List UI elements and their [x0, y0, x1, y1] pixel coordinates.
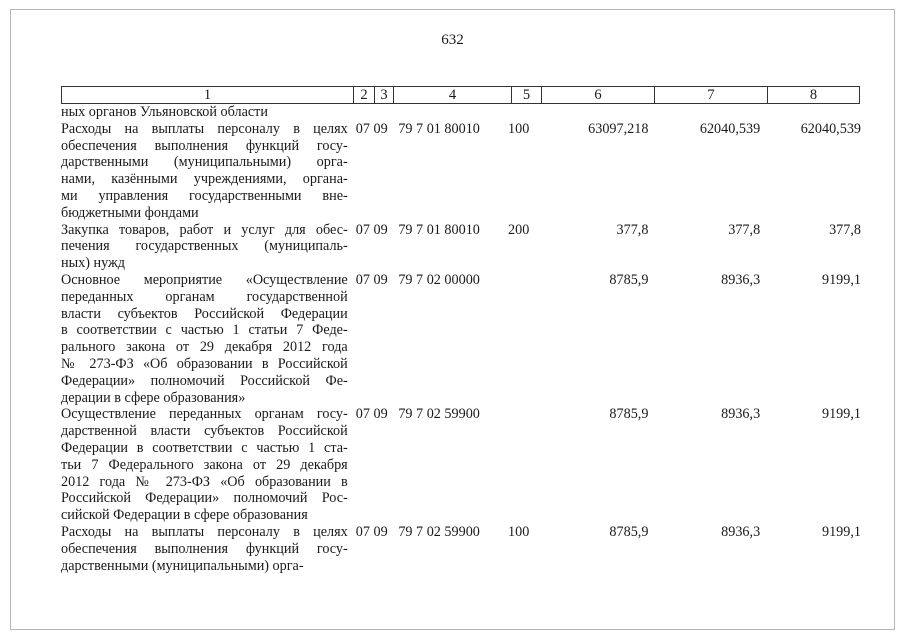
target-article-code [391, 104, 508, 121]
section-code: 07 [355, 523, 370, 540]
table-row [61, 524, 861, 574]
table-row [61, 121, 861, 222]
section-code: 07 [355, 271, 370, 288]
target-article-code: 79 7 02 59900 [398, 523, 480, 540]
column-header-4: 4 [394, 87, 512, 103]
amount-col-7: 8936,3 [721, 406, 761, 423]
description-line: Российской Федерации» полномочий Рос- [61, 490, 348, 507]
section-code: 07 [355, 120, 370, 137]
table-body [61, 104, 861, 574]
description-line: власти субъектов Российской Федерации [61, 305, 348, 322]
description-line: ных) нужд [61, 255, 126, 272]
column-header-7: 7 [655, 87, 768, 103]
description-line: сийской Федерации в сфере образования [61, 507, 308, 524]
description-line: Основное мероприятие «Осуществление [61, 271, 348, 288]
description-line: обеспечения выполнения функций госу- [61, 540, 348, 557]
subsection-code: 09 [373, 221, 388, 238]
amount-col-6: 63097,218 [588, 120, 649, 137]
description-line: № 273-ФЗ «Об образовании в Российской [61, 355, 348, 372]
expense-type-code [508, 104, 544, 121]
amount-col-6: 8785,9 [609, 406, 649, 423]
description-line: Закупка товаров, работ и услуг для обес- [61, 221, 348, 238]
row-description [61, 406, 348, 524]
expense-type-code: 100 [508, 523, 530, 540]
subsection-code: 09 [373, 271, 388, 288]
description-line: тьи 7 Федерального закона от 29 декабря [61, 456, 348, 473]
description-line: дарственной власти субъектов Российской [61, 423, 348, 440]
description-line: нами, казёнными учреждениями, органа- [61, 171, 348, 188]
expense-type-code: 100 [508, 120, 530, 137]
subsection-code: 09 [373, 523, 388, 540]
amount-col-7: 62040,539 [699, 120, 761, 137]
description-line: дерации в сфере образования» [61, 389, 246, 406]
amount-col-7: 377,8 [728, 221, 761, 238]
subsection-code: 09 [373, 406, 388, 423]
column-header-6: 6 [542, 87, 655, 103]
amount-col-8: 9199,1 [821, 406, 861, 423]
amount-col-7: 8936,3 [721, 271, 761, 288]
expense-type-code: 200 [508, 221, 530, 238]
amount-col-8: 377,8 [829, 221, 861, 238]
table-row [61, 406, 861, 524]
row-description [61, 222, 348, 272]
column-header-2: 2 [354, 87, 375, 103]
section-code: 07 [355, 221, 370, 238]
amount-col-6 [544, 104, 649, 121]
amount-col-8: 62040,539 [800, 120, 861, 137]
amount-col-8: 9199,1 [821, 271, 861, 288]
table-header-row [61, 86, 860, 104]
description-line: Федерации» полномочий Российской Фе- [61, 372, 348, 389]
description-line: обеспечения выполнения функций госу- [61, 137, 348, 154]
description-line: дарственными (муниципальными) орга- [61, 557, 304, 574]
description-line: Осуществление переданных органам госу- [61, 406, 348, 423]
section-code [348, 104, 374, 121]
amount-col-6: 8785,9 [609, 271, 649, 288]
description-line: в соответствии с частью 1 статьи 7 Феде- [61, 322, 348, 339]
target-article-code: 79 7 01 80010 [398, 221, 480, 238]
amount-col-7: 8936,3 [721, 523, 761, 540]
target-article-code: 79 7 02 59900 [398, 406, 480, 423]
description-line: ных органов Ульяновской области [61, 104, 268, 120]
row-description [61, 524, 348, 574]
column-header-1: 1 [62, 87, 354, 103]
row-description [61, 272, 348, 406]
table-row [61, 104, 861, 121]
description-line: Федерации в соответствии с частью 1 ста- [61, 439, 348, 456]
section-code: 07 [355, 406, 370, 423]
row-description [61, 121, 348, 222]
document-page [10, 9, 895, 630]
subsection-code: 09 [373, 120, 388, 137]
amount-col-7 [648, 104, 760, 121]
row-description [61, 104, 348, 121]
description-line: переданных органам государственной [61, 288, 348, 305]
table-row [61, 222, 861, 272]
description-line: ми управления государственными вне- [61, 187, 348, 204]
description-line: 2012 года № 273-ФЗ «Об образовании в [61, 473, 348, 490]
subsection-code [374, 104, 392, 121]
page-number: 632 [441, 32, 464, 48]
description-line: печения государственных (муниципаль- [61, 238, 348, 255]
column-header-8: 8 [809, 87, 818, 103]
amount-col-6: 377,8 [616, 221, 649, 238]
target-article-code: 79 7 02 00000 [398, 271, 480, 288]
column-header-5: 5 [512, 87, 542, 103]
description-line: рального закона от 29 декабря 2012 года [61, 339, 348, 356]
table-row [61, 272, 861, 406]
description-line: Расходы на выплаты персоналу в целях [61, 523, 348, 540]
description-line: бюджетными фондами [61, 204, 199, 221]
expense-type-code [508, 272, 544, 406]
amount-col-8: 9199,1 [821, 523, 861, 540]
target-article-code: 79 7 01 80010 [398, 120, 480, 137]
description-line: дарственными (муниципальными) орга- [61, 154, 348, 171]
amount-col-6: 8785,9 [609, 523, 649, 540]
description-line: Расходы на выплаты персоналу в целях [61, 120, 348, 137]
column-header-3: 3 [375, 87, 394, 103]
amount-col-8 [760, 104, 861, 121]
expense-type-code [508, 406, 544, 524]
